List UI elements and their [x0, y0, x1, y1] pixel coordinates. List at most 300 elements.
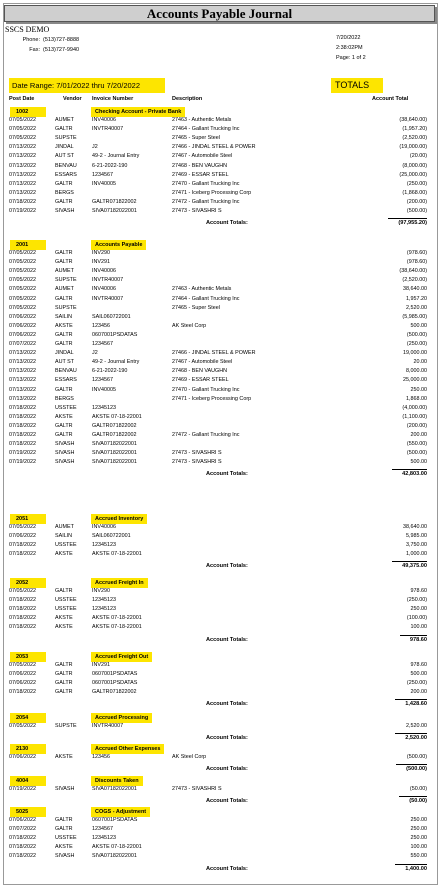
report-date: 7/20/2022 [336, 35, 361, 41]
cell-amount: (25,000.00) [399, 171, 427, 178]
cell-post-date: 07/05/2022 [9, 117, 36, 123]
table-row [0, 125, 441, 133]
cell-description: 27464 - Gallant Trucking Inc [172, 295, 240, 302]
table-row [0, 623, 441, 631]
table-row [0, 143, 441, 151]
cell-amount: (250.00) [406, 180, 427, 187]
cell-amount: (250.00) [406, 341, 427, 347]
cell-vendor: GALTR [55, 680, 73, 687]
table-row [0, 295, 441, 303]
account-total-value: 1,428.60 [395, 699, 427, 708]
cell-amount: 200.00 [410, 432, 427, 438]
cell-description: 27471 - Iceberg Processing Corp [172, 189, 252, 196]
cell-amount: (5,985.00) [402, 313, 427, 320]
table-row [0, 843, 441, 851]
cell-invoice-number: AKSTE 07-18-22001 [92, 844, 142, 851]
cell-description: 27470 - Gallant Trucking Inc [172, 386, 240, 393]
cell-post-date: 07/06/2022 [9, 322, 36, 329]
col-description: Description [172, 96, 203, 102]
cell-vendor: GALTR [55, 295, 73, 302]
table-row [0, 440, 441, 448]
cell-post-date: 07/06/2022 [9, 671, 36, 678]
table-row [0, 596, 441, 604]
cell-description: 27463 - Authentic Metals [172, 286, 232, 293]
account-totals-label: Account Totals: [206, 701, 248, 708]
cell-invoice-number: 12345123 [92, 542, 116, 549]
cell-description: 27472 - Gallant Trucking Inc [172, 432, 240, 438]
table-row [0, 189, 441, 197]
cell-description: 27471 - Iceberg Processing Corp [172, 395, 252, 402]
cell-vendor: GALTR [55, 422, 73, 429]
cell-description: 27465 - Super Steel [172, 304, 220, 311]
cell-amount: (250.00) [406, 597, 427, 604]
cell-vendor: GALTR [55, 259, 73, 266]
cell-invoice-number: 0607001PSDATAS [92, 671, 138, 678]
cell-amount: 2,520.00 [406, 723, 427, 729]
cell-post-date: 07/18/2022 [9, 615, 36, 622]
cell-vendor: SIVASH [55, 459, 75, 466]
cell-post-date: 07/05/2022 [9, 135, 36, 142]
cell-amount: 250.00 [410, 386, 427, 393]
account-total-value: (500.00) [396, 764, 427, 773]
cell-post-date: 07/13/2022 [9, 189, 36, 196]
cell-vendor: AKSTE [55, 551, 73, 558]
cell-amount: (1,868.00) [402, 189, 427, 196]
table-row [0, 358, 441, 366]
table-row [0, 331, 441, 339]
cell-amount: (250.00) [406, 680, 427, 687]
cell-description: 27465 - Super Steel [172, 135, 220, 142]
col-vendor: Vendor [63, 96, 82, 102]
cell-post-date: 07/13/2022 [9, 180, 36, 187]
cell-amount: 2,520.00 [406, 304, 427, 311]
cell-post-date: 07/18/2022 [9, 422, 36, 429]
cell-amount: (1,100.00) [402, 413, 427, 420]
account-name: Accrued Freight In [91, 578, 148, 588]
cell-vendor: AUMET [55, 268, 74, 275]
table-row [0, 413, 441, 421]
cell-amount: (20.00) [409, 153, 427, 160]
cell-vendor: GALTR [55, 817, 73, 823]
cell-invoice-number: 1234567 [92, 171, 113, 178]
cell-amount: 250.00 [410, 826, 427, 833]
cell-post-date: 07/13/2022 [9, 153, 36, 160]
cell-post-date: 07/18/2022 [9, 441, 36, 448]
cell-description: 27468 - BEN VAUGHN [172, 162, 228, 169]
cell-invoice-number: 1234567 [92, 826, 113, 833]
cell-post-date: 07/06/2022 [9, 680, 36, 687]
cell-amount: 5,985.00 [406, 533, 427, 540]
account-totals-row [0, 561, 441, 571]
cell-invoice-number: SIVA07182022001 [92, 450, 137, 457]
table-row [0, 395, 441, 403]
cell-post-date: 07/18/2022 [9, 198, 36, 205]
cell-amount: 250.00 [410, 606, 427, 613]
table-row [0, 349, 441, 357]
cell-invoice-number: AKSTE 07-18-22001 [92, 413, 142, 420]
cell-vendor: GALTR [55, 588, 73, 594]
cell-amount: 250.00 [410, 835, 427, 842]
table-row [0, 550, 441, 558]
cell-post-date: 07/18/2022 [9, 689, 36, 696]
table-row [0, 322, 441, 330]
cell-invoice-number: 12345123 [92, 606, 116, 613]
cell-post-date: 07/18/2022 [9, 853, 36, 860]
cell-vendor: AKSTE [55, 322, 73, 329]
table-row [0, 614, 441, 622]
cell-amount: (500.00) [406, 331, 427, 338]
cell-post-date: 07/06/2022 [9, 331, 36, 338]
cell-post-date: 07/18/2022 [9, 413, 36, 420]
cell-post-date: 07/07/2022 [9, 826, 36, 833]
cell-vendor: SUPSTE [55, 277, 77, 284]
cell-post-date: 07/19/2022 [9, 786, 36, 792]
table-row [0, 449, 441, 457]
table-row [0, 722, 441, 730]
cell-invoice-number: INVTR40007 [92, 723, 124, 729]
cell-invoice-number: 1234567 [92, 377, 113, 384]
account-number: 5025 [10, 807, 46, 817]
cell-amount: 1,000.00 [406, 551, 427, 558]
table-row [0, 267, 441, 275]
cell-post-date: 07/13/2022 [9, 368, 36, 375]
table-row [0, 523, 441, 531]
table-row [0, 825, 441, 833]
table-row [0, 422, 441, 430]
cell-amount: (2,520.00) [402, 277, 427, 284]
cell-amount: (500.00) [406, 208, 427, 214]
cell-vendor: GALTR [55, 432, 73, 438]
cell-post-date: 07/13/2022 [9, 162, 36, 169]
cell-invoice-number: SIVA07182022001 [92, 786, 137, 792]
table-row [0, 340, 441, 348]
cell-invoice-number: AKSTE 07-18-22001 [92, 551, 142, 558]
page-number: Page: 1 of 2 [336, 55, 366, 61]
cell-vendor: AKSTE [55, 844, 73, 851]
cell-amount: 25,000.00 [403, 377, 427, 384]
table-row [0, 688, 441, 696]
account-number: 2054 [10, 713, 46, 723]
account-name: Discounts Taken [91, 776, 143, 786]
cell-vendor: BENVAU [55, 368, 77, 375]
cell-vendor: GALTR [55, 198, 73, 205]
cell-description: 27473 - SIVASHRI S [172, 786, 222, 792]
cell-invoice-number: SIVA07182022001 [92, 441, 137, 448]
cell-vendor: USSTEE [55, 542, 77, 549]
company-name: SSCS DEMO [5, 25, 50, 34]
table-row [0, 532, 441, 540]
cell-vendor: GALTR [55, 662, 73, 668]
cell-post-date: 07/13/2022 [9, 359, 36, 366]
table-row [0, 431, 441, 439]
cell-vendor: SIVASH [55, 853, 75, 860]
table-row [0, 367, 441, 375]
cell-amount: 38,640.00 [403, 286, 427, 293]
fax-value: (513)727-9940 [43, 47, 80, 53]
cell-post-date: 07/18/2022 [9, 844, 36, 851]
cell-vendor: SUPSTE [55, 723, 77, 729]
cell-post-date: 07/19/2022 [9, 450, 36, 457]
account-name: Checking Account - Private Bank [91, 107, 185, 117]
cell-invoice-number: INVTR40007 [92, 295, 124, 302]
cell-vendor: JINDAL [55, 350, 74, 357]
col-invoice-number: Invoice Number [92, 96, 134, 102]
cell-amount: 250.00 [410, 817, 427, 823]
account-totals-row [0, 469, 441, 479]
cell-post-date: 07/05/2022 [9, 295, 36, 302]
cell-amount: (500.00) [406, 754, 427, 760]
cell-description: 27467 - Automobile Steel [172, 153, 233, 160]
date-range: Date Range: 7/01/2022 thru 7/20/2022 [9, 78, 165, 93]
cell-vendor: GALTR [55, 671, 73, 678]
cell-invoice-number: INV291 [92, 662, 110, 668]
cell-vendor: AUMET [55, 286, 74, 293]
cell-invoice-number: 123456 [92, 322, 110, 329]
account-total-value: 978.60 [400, 635, 427, 644]
cell-invoice-number: INV291 [92, 259, 110, 266]
cell-post-date: 07/19/2022 [9, 208, 36, 214]
cell-invoice-number: AKSTE 07-18-22001 [92, 615, 142, 622]
account-totals-row [0, 796, 441, 806]
account-number: 2001 [10, 240, 46, 250]
cell-post-date: 07/13/2022 [9, 377, 36, 384]
cell-description: 27473 - SIVASHRI S [172, 208, 222, 214]
cell-invoice-number: 12345123 [92, 597, 116, 604]
cell-invoice-number: GALTR071822002 [92, 432, 137, 438]
account-total-value: 42,803.00 [392, 469, 427, 478]
cell-vendor: AUT ST [55, 359, 75, 366]
cell-amount: (200.00) [406, 198, 427, 205]
account-totals-row [0, 635, 441, 645]
cell-amount: (200.00) [406, 422, 427, 429]
cell-vendor: ESSARS [55, 171, 77, 178]
table-row [0, 404, 441, 412]
report-title: Accounts Payable Journal [4, 5, 435, 22]
cell-amount: (19,000.00) [399, 144, 427, 151]
cell-vendor: SIVASH [55, 786, 75, 792]
cell-invoice-number: 49-2 - Journal Entry [92, 153, 140, 160]
cell-post-date: 07/05/2022 [9, 126, 36, 133]
cell-post-date: 07/13/2022 [9, 144, 36, 151]
cell-post-date: 07/13/2022 [9, 350, 36, 357]
cell-amount: 38,640.00 [403, 524, 427, 530]
cell-vendor: SAILIN [55, 533, 73, 540]
cell-amount: (38,640.00) [399, 268, 427, 275]
cell-amount: 978.60 [410, 662, 427, 668]
cell-invoice-number: 0607001PSDATAS [92, 331, 138, 338]
cell-post-date: 07/13/2022 [9, 386, 36, 393]
cell-amount: 200.00 [410, 689, 427, 696]
cell-invoice-number: 12345123 [92, 835, 116, 842]
cell-description: 27469 - ESSAR STEEL [172, 377, 229, 384]
table-row [0, 180, 441, 188]
cell-description: AK Steel Corp [172, 322, 207, 329]
cell-post-date: 07/05/2022 [9, 588, 36, 594]
cell-description: 27468 - BEN VAUGHN [172, 368, 228, 375]
table-row [0, 541, 441, 549]
cell-post-date: 07/18/2022 [9, 624, 36, 631]
table-row [0, 276, 441, 284]
cell-post-date: 07/18/2022 [9, 404, 36, 411]
col-account-total: Account Total [372, 96, 409, 102]
cell-invoice-number: INV40005 [92, 180, 116, 187]
table-row [0, 679, 441, 687]
account-totals-label: Account Totals: [206, 798, 248, 805]
cell-vendor: SIVASH [55, 208, 75, 214]
table-row [0, 116, 441, 124]
table-row [0, 386, 441, 394]
cell-post-date: 07/19/2022 [9, 459, 36, 466]
cell-invoice-number: SAIL060722001 [92, 313, 131, 320]
cell-post-date: 07/06/2022 [9, 817, 36, 823]
cell-description: AK Steel Corp [172, 754, 207, 760]
cell-invoice-number: INV290 [92, 588, 110, 594]
table-row [0, 258, 441, 266]
cell-invoice-number: 49-2 - Journal Entry [92, 359, 140, 366]
cell-post-date: 07/13/2022 [9, 171, 36, 178]
cell-amount: 1,868.00 [406, 395, 427, 402]
cell-invoice-number: INV40006 [92, 117, 116, 123]
fax-label: Fax: [29, 47, 40, 53]
cell-invoice-number: INV40005 [92, 386, 116, 393]
cell-post-date: 07/18/2022 [9, 551, 36, 558]
cell-vendor: AUMET [55, 117, 74, 123]
table-row [0, 152, 441, 160]
cell-amount: 3,750.00 [406, 542, 427, 549]
cell-post-date: 07/13/2022 [9, 395, 36, 402]
cell-post-date: 07/06/2022 [9, 313, 36, 320]
account-total-value: 2,520.00 [395, 733, 427, 742]
cell-post-date: 07/05/2022 [9, 723, 36, 729]
cell-amount: (4,000.00) [402, 404, 427, 411]
account-name: Accrued Freight Out [91, 652, 152, 662]
table-row [0, 834, 441, 842]
cell-invoice-number: J2 [92, 144, 98, 151]
cell-post-date: 07/05/2022 [9, 250, 36, 256]
cell-amount: 550.00 [410, 853, 427, 860]
cell-amount: (50.00) [409, 786, 427, 792]
cell-vendor: USSTEE [55, 597, 77, 604]
cell-amount: 500.00 [410, 671, 427, 678]
table-row [0, 661, 441, 669]
cell-amount: (2,520.00) [402, 135, 427, 142]
cell-post-date: 07/07/2022 [9, 341, 36, 347]
account-name: COGS - Adjustment [91, 807, 150, 817]
cell-post-date: 07/05/2022 [9, 259, 36, 266]
cell-vendor: USSTEE [55, 835, 77, 842]
cell-amount: (978.60) [406, 250, 427, 256]
account-number: 2053 [10, 652, 46, 662]
cell-vendor: GALTR [55, 689, 73, 696]
cell-description: 27466 - JINDAL STEEL & POWER [172, 144, 256, 151]
table-row [0, 162, 441, 170]
cell-invoice-number: GALTR071822002 [92, 689, 137, 696]
cell-vendor: SUPSTE [55, 304, 77, 311]
cell-invoice-number: 0607001PSDATAS [92, 817, 138, 823]
cell-vendor: SAILIN [55, 313, 73, 320]
cell-amount: 20.00 [413, 359, 427, 366]
cell-vendor: BERGS [55, 189, 74, 196]
table-row [0, 376, 441, 384]
totals-label: TOTALS [331, 78, 383, 93]
phone-label: Phone: [22, 37, 40, 43]
cell-invoice-number: 0607001PSDATAS [92, 680, 138, 687]
account-number: 4004 [10, 776, 46, 786]
cell-vendor: GALTR [55, 250, 73, 256]
account-name: Accrued Inventory [91, 514, 147, 524]
account-total-value: 49,375.00 [392, 561, 427, 570]
cell-vendor: ESSARS [55, 377, 77, 384]
cell-vendor: BERGS [55, 395, 74, 402]
cell-amount: (500.00) [406, 450, 427, 457]
cell-post-date: 07/05/2022 [9, 304, 36, 311]
cell-post-date: 07/18/2022 [9, 432, 36, 438]
account-number: 2052 [10, 578, 46, 588]
cell-vendor: GALTR [55, 180, 73, 187]
table-row [0, 198, 441, 206]
cell-vendor: USSTEE [55, 404, 77, 411]
cell-invoice-number: AKSTE 07-18-22001 [92, 624, 142, 631]
cell-vendor: AUMET [55, 524, 74, 530]
table-row [0, 207, 441, 215]
cell-vendor: SIVASH [55, 450, 75, 457]
cell-vendor: USSTEE [55, 606, 77, 613]
table-row [0, 458, 441, 466]
account-totals-label: Account Totals: [206, 766, 248, 773]
cell-post-date: 07/06/2022 [9, 754, 36, 760]
table-row [0, 171, 441, 179]
cell-vendor: SIVASH [55, 441, 75, 448]
account-totals-label: Account Totals: [206, 563, 248, 570]
cell-description: 27472 - Gallant Trucking Inc [172, 198, 240, 205]
cell-vendor: GALTR [55, 126, 73, 133]
cell-amount: 500.00 [410, 459, 427, 466]
cell-description: 27463 - Authentic Metals [172, 117, 232, 123]
cell-invoice-number: INV40006 [92, 268, 116, 275]
cell-vendor: SUPSTE [55, 135, 77, 142]
account-number: 1002 [10, 107, 46, 117]
report-time: 2:38:02PM [336, 45, 363, 51]
cell-invoice-number: GALTR071822002 [92, 422, 137, 429]
cell-amount: 978.60 [410, 588, 427, 594]
cell-vendor: AKSTE [55, 413, 73, 420]
cell-invoice-number: GALTR071822002 [92, 198, 137, 205]
cell-vendor: AUT ST [55, 153, 75, 160]
account-totals-label: Account Totals: [206, 636, 248, 643]
cell-invoice-number: INV290 [92, 250, 110, 256]
table-row [0, 785, 441, 793]
cell-invoice-number: 6-21-2022-190 [92, 368, 128, 375]
cell-vendor: GALTR [55, 331, 73, 338]
cell-post-date: 07/05/2022 [9, 286, 36, 293]
cell-description: 27473 - SIVASHRI S [172, 459, 222, 466]
cell-invoice-number: 12345123 [92, 404, 116, 411]
account-total-value: (50.00) [399, 796, 427, 805]
account-totals-label: Account Totals: [206, 471, 248, 478]
cell-description: 27469 - ESSAR STEEL [172, 171, 229, 178]
table-row [0, 816, 441, 824]
cell-post-date: 07/06/2022 [9, 533, 36, 540]
cell-invoice-number: SIVA07182022001 [92, 459, 137, 466]
cell-invoice-number: INVTR40007 [92, 277, 124, 284]
table-row [0, 587, 441, 595]
cell-description: 27466 - JINDAL STEEL & POWER [172, 350, 256, 357]
account-number: 2130 [10, 744, 46, 754]
account-name: Accounts Payable [91, 240, 146, 250]
cell-description: 27464 - Gallant Trucking Inc [172, 126, 240, 133]
cell-amount: (550.00) [406, 441, 427, 448]
account-total-value: 1,400.00 [395, 864, 427, 873]
